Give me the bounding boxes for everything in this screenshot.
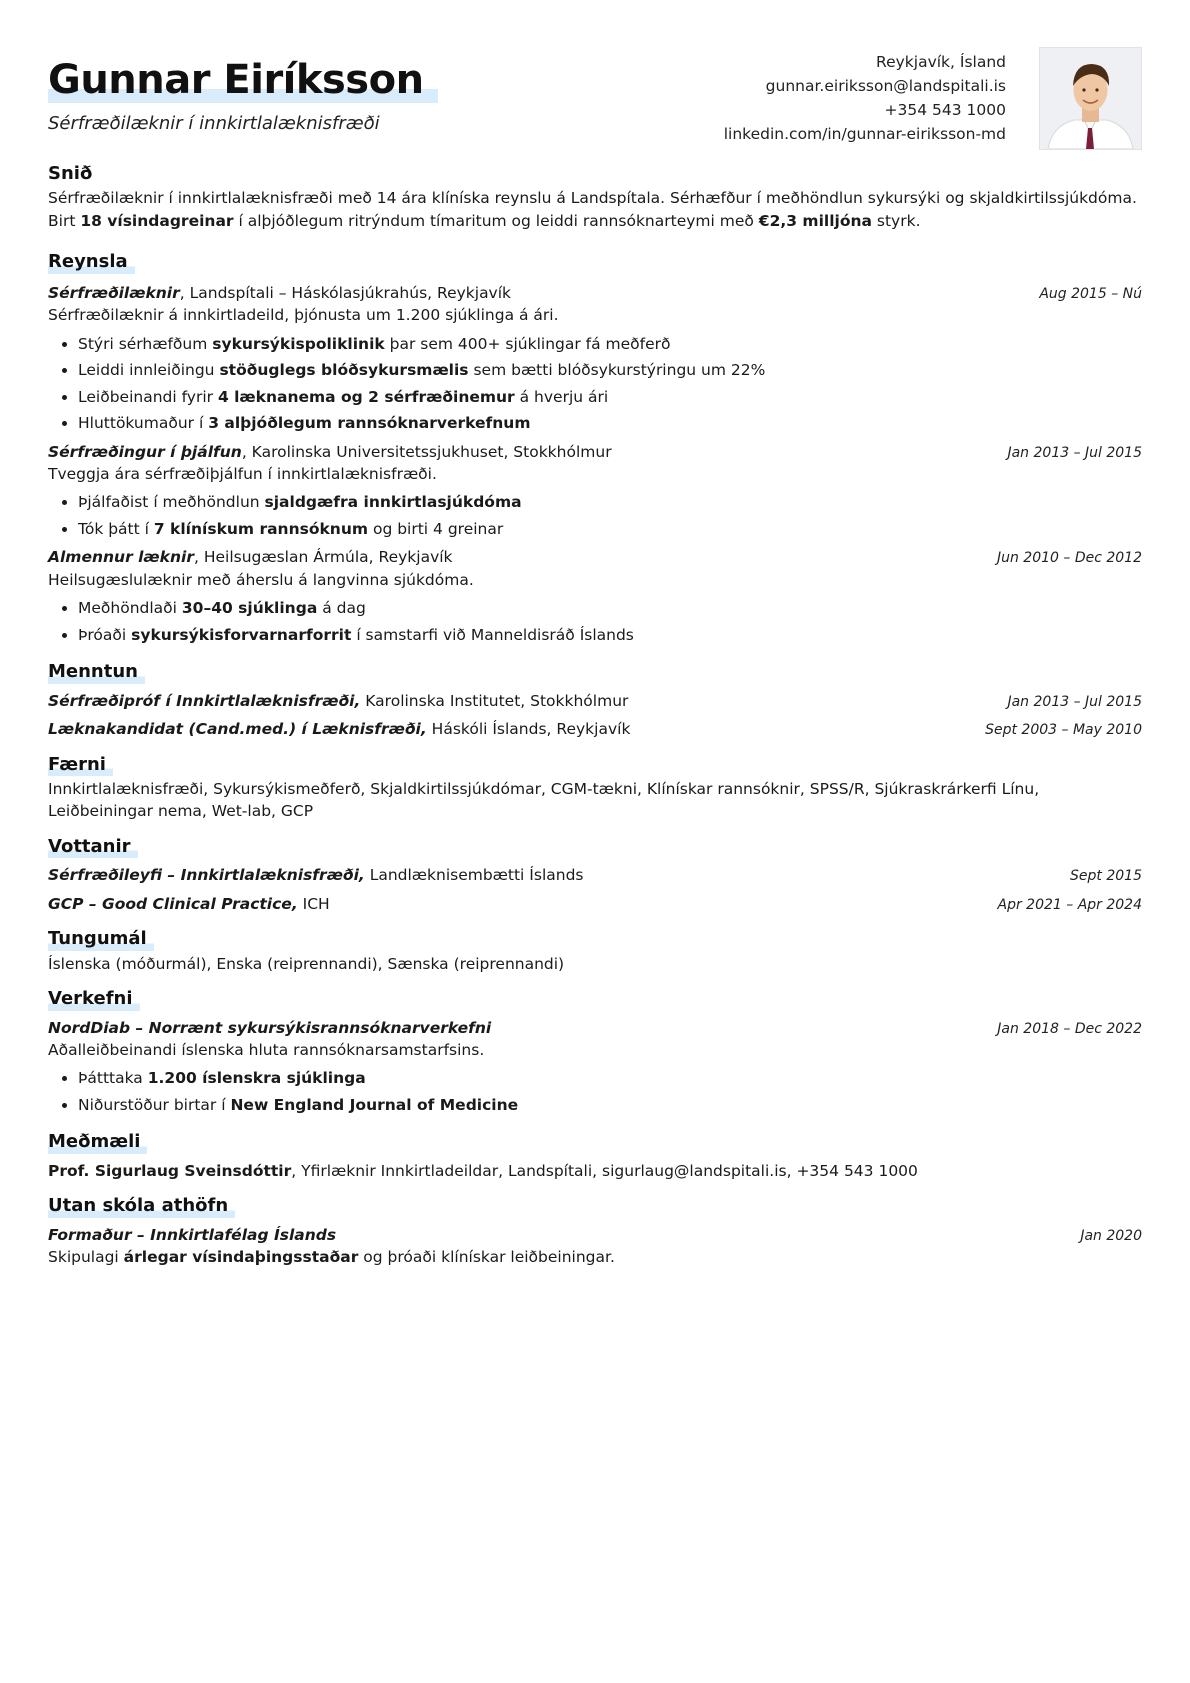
extracurricular-role: Formaður – Innkirtlafélag Íslands xyxy=(48,1225,337,1244)
education-section xyxy=(48,660,1142,740)
list-item: • Þróaði sykursýkisforvarnarforrit í samstarfi við Manneldisráð Íslands xyxy=(78,624,1142,646)
extracurricular-description: Skipulagi árlegar vísindaþingsstaðar og þróaði klínískar leiðbeiningar. xyxy=(48,1248,615,1267)
job-date: Aug 2015 – Nú xyxy=(1039,285,1142,302)
job-date: Jun 2010 – Dec 2012 xyxy=(996,550,1142,567)
certifications-section xyxy=(48,835,1142,915)
job-entry xyxy=(48,546,1142,646)
list-item: • Hluttökumaður í 3 alþjóðlegum rannsóknarverkefnum xyxy=(78,412,1142,434)
languages-text: Íslenska (móðurmál), Enska (reiprennandi), Sænska (reiprennandi) xyxy=(48,954,565,973)
section-heading-extracurricular: Utan skóla athöfn xyxy=(48,1194,235,1217)
project-entry xyxy=(48,1017,1142,1117)
contact-phone: +354 543 1000 xyxy=(884,101,1006,119)
extracurricular-section xyxy=(48,1194,1142,1268)
job-bullets xyxy=(48,491,1142,540)
section-heading-projects: Verkefni xyxy=(48,987,140,1010)
project-name: NordDiab – Norrænt sykursýkisrannsóknarverkefni xyxy=(48,1018,492,1037)
job-date: Jan 2013 – Jul 2015 xyxy=(1007,444,1142,461)
certification-item: GCP – Good Clinical Practice, ICH Apr 2021 – Apr 2024 xyxy=(48,893,1142,915)
job-entry xyxy=(48,441,1142,541)
job-role-line: Sérfræðingur í þjálfun, Karolinska Universitetssjukhuset, Stokkhólmur xyxy=(48,442,612,461)
list-item: • Leiddi innleiðingu stöðuglegs blóðsykursmælis sem bætti blóðsykurstýringu um 22% xyxy=(78,359,1142,381)
contact-email: gunnar.eiriksson@landspitali.is xyxy=(765,77,1006,95)
certification-date: Sept 2015 xyxy=(1070,868,1142,885)
list-item: • Þjálfaðist í meðhöndlun sjaldgæfra innkirtlasjúkdóma xyxy=(78,491,1142,513)
reference-text: Prof. Sigurlaug Sveinsdóttir, Yfirlæknir Innkirtladeildar, Landspítali, sigurlaug@landspitali.is, +354 543 1000 xyxy=(48,1161,918,1180)
extracurricular-date: Jan 2020 xyxy=(1080,1227,1142,1244)
section-heading-certifications: Vottanir xyxy=(48,835,138,858)
job-bullets xyxy=(48,597,1142,646)
contact-linkedin: linkedin.com/in/gunnar-eiriksson-md xyxy=(723,125,1006,143)
list-item: • Stýri sérhæfðum sykursýkispoliklinik þar sem 400+ sjúklingar fá meðferð xyxy=(78,333,1142,355)
section-heading-summary: Snið xyxy=(48,163,93,184)
list-item: • Tók þátt í 7 klínískum rannsóknum og birti 4 greinar xyxy=(78,518,1142,540)
profile-photo xyxy=(1039,47,1142,150)
extracurricular-item xyxy=(48,1224,1142,1246)
certification-date: Apr 2021 – Apr 2024 xyxy=(997,896,1142,913)
education-date: Sept 2003 – May 2010 xyxy=(985,722,1142,739)
candidate-title: Sérfræðilæknir í innkirtlalæknisfræði xyxy=(48,113,380,134)
list-item: • Meðhöndlaði 30–40 sjúklinga á dag xyxy=(78,597,1142,619)
project-date: Jan 2018 – Dec 2022 xyxy=(997,1020,1142,1037)
references-section xyxy=(48,1130,1142,1182)
skills-section xyxy=(48,753,1142,823)
resume-header xyxy=(48,0,1142,162)
section-heading-education: Menntun xyxy=(48,660,145,683)
job-role-line: Almennur læknir, Heilsugæslan Ármúla, Reykjavík xyxy=(48,548,453,567)
education-item: Sérfræðipróf í Innkirtlalæknisfræði, Karolinska Institutet, Stokkhólmur Jan 2013 – Jul 2015 xyxy=(48,690,1142,712)
list-item: • Niðurstöður birtar í New England Journal of Medicine xyxy=(78,1094,1142,1116)
skills-text: Innkirtlalæknisfræði, Sykursýkismeðferð, Skjaldkirtilssjúkdómar, CGM-tækni, Klínískar rannsóknir, SPSS/R, Sjúkraskrárkerfi Línu, Leiðbeiningar nema, Wet-lab, GCP xyxy=(48,780,1040,821)
job-role-line: Sérfræðilæknir, Landspítali – Háskólasjúkrahús, Reykjavík xyxy=(48,283,512,302)
education-date: Jan 2013 – Jul 2015 xyxy=(1007,693,1142,710)
candidate-name: Gunnar Eiríksson xyxy=(48,58,438,102)
job-description: Sérfræðilæknir á innkirtladeild, þjónusta um 1.200 sjúklinga á ári. xyxy=(48,306,559,325)
section-heading-languages: Tungumál xyxy=(48,927,154,950)
section-heading-experience: Reynsla xyxy=(48,250,135,273)
contact-block xyxy=(724,50,1006,146)
job-description: Tveggja ára sérfræðiþjálfun í innkirtlalæknisfræði. xyxy=(48,465,437,483)
job-entry xyxy=(48,282,1142,435)
certification-item: Sérfræðileyfi – Innkirtlalæknisfræði, Landlæknisembætti Íslands Sept 2015 xyxy=(48,864,1142,886)
summary-section xyxy=(48,162,1142,232)
section-heading-skills: Færni xyxy=(48,753,113,776)
job-description: Heilsugæslulæknir með áherslu á langvinna sjúkdóma. xyxy=(48,570,474,589)
project-description: Aðalleiðbeinandi íslenska hluta rannsóknarsamstarfsins. xyxy=(48,1040,485,1059)
contact-location: Reykjavík, Ísland xyxy=(876,53,1006,71)
job-bullets xyxy=(48,333,1142,435)
summary-text: Sérfræðilæknir í innkirtlalæknisfræði með 14 ára klíníska reynslu á Landspítala. Sérhæfður í meðhöndlun sykursýki og skjaldkirtilssjúkdóma. Birt 18 vísindagreinar í alþjóðlegum ritrýndum tímaritum og leiddi rannsóknarteymi með €2,3 milljóna styrk. xyxy=(48,189,1137,230)
list-item: • Þátttaka 1.200 íslenskra sjúklinga xyxy=(78,1067,1142,1089)
list-item: • Leiðbeinandi fyrir 4 læknanema og 2 sérfræðinemur á hverju ári xyxy=(78,386,1142,408)
experience-section xyxy=(48,250,1142,646)
projects-section xyxy=(48,987,1142,1116)
education-item: Læknakandidat (Cand.med.) í Læknisfræði, Háskóli Íslands, Reykjavík Sept 2003 – May 2010 xyxy=(48,718,1142,740)
languages-section xyxy=(48,927,1142,975)
section-heading-references: Meðmæli xyxy=(48,1130,147,1153)
project-bullets xyxy=(48,1067,1142,1116)
